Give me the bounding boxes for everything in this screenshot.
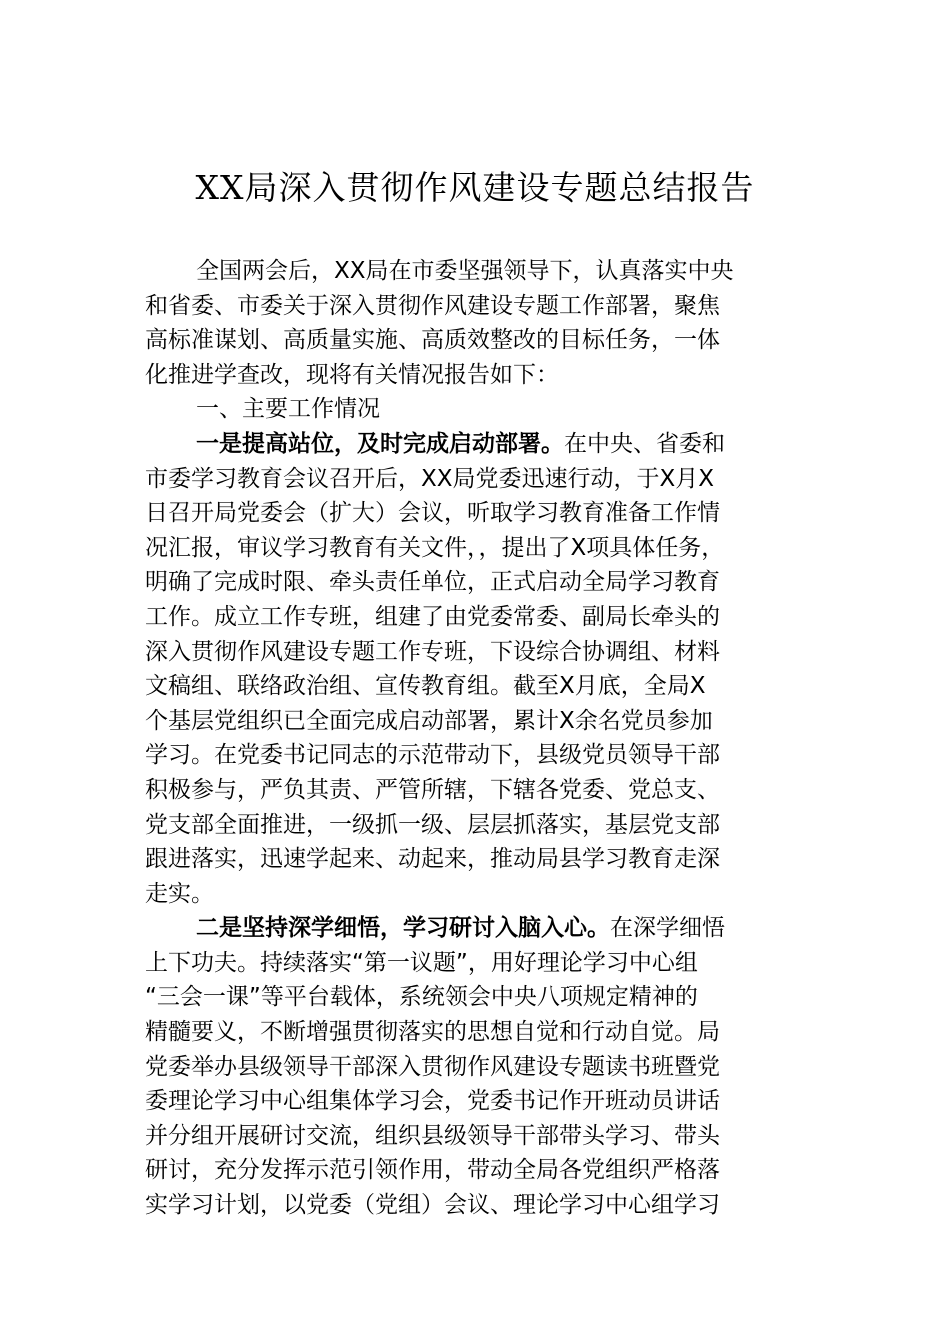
- point-2-first-line-rest: 在深学细悟: [610, 915, 725, 942]
- section-heading: [145, 392, 825, 427]
- text-line: 实学习计划，以党委（党组）会议、理论学习中心组学习: [145, 1192, 720, 1219]
- text-line: 研讨，充分发挥示范引领作用，带动全局各党组织严格落: [145, 1157, 720, 1184]
- text-line: 工作。成立工作专班，组建了由党委常委、副局长牵头的: [145, 603, 720, 630]
- text-line: 化推进学查改，现将有关情况报告如下：: [145, 361, 559, 388]
- text-line: 深入贯彻作风建设专题工作专班，下设综合协调组、材料: [145, 638, 720, 665]
- text-line: 委理论学习中心组集体学习会，党委书记作开班动员讲话: [145, 1088, 720, 1115]
- text-line: 党委举办县级领导干部深入贯彻作风建设专题读书班暨党: [145, 1053, 720, 1080]
- text-line: 高标准谋划、高质量实施、高质效整改的目标任务，一体: [145, 327, 720, 354]
- text-line: 党支部全面推进，一级抓一级、层层抓落实，基层党支部: [145, 811, 720, 838]
- point-2-paragraph: [145, 911, 825, 1222]
- text-line: 文稿组、联络政治组、宣传教育组。截至X月底，全局X: [145, 673, 706, 700]
- text-line: 走实。: [145, 880, 214, 907]
- text-line: 市委学习教育会议召开后，XX局党委迅速行动，于X月X: [145, 465, 715, 492]
- text-line: 学习。在党委书记同志的示范带动下，县级党员领导干部: [145, 742, 720, 769]
- text-line: 个基层党组织已全面完成启动部署，累计X余名党员参加: [145, 707, 713, 734]
- text-line: 上下功夫。持续落实“第一议题”，用好理论学习中心组: [145, 949, 698, 976]
- text-line: 全国两会后，XX局在市委坚强领导下，认真落实中央: [196, 258, 734, 284]
- text-line: 况汇报，审议学习教育有关文件，，提出了X项具体任务，: [145, 534, 725, 561]
- text-line: 和省委、市委关于深入贯彻作风建设专题工作部署，聚焦: [145, 292, 720, 319]
- text-line: 日召开局党委会（扩大）会议，听取学习教育准备工作情: [145, 500, 720, 527]
- intro-paragraph: [145, 254, 825, 392]
- point-1-lead: 一是提高站位，及时完成启动部署。: [196, 430, 564, 457]
- text-line: 精髓要义，不断增强贯彻落实的思想自觉和行动自觉。局: [145, 1019, 720, 1046]
- text-line: [145, 911, 825, 946]
- section-1-heading: 一、主要工作情况: [196, 396, 380, 423]
- document-title: XX局深入贯彻作风建设专题总结报告: [195, 168, 755, 207]
- point-2-lead: 二是坚持深学细悟，学习研讨入脑入心。: [196, 915, 610, 942]
- document-body: [145, 254, 825, 1223]
- point-1-first-line-rest: 在中央、省委和: [564, 430, 725, 457]
- text-line: “三会一课”等平台载体，系统领会中央八项规定精神的: [145, 984, 698, 1011]
- text-line: 并分组开展研讨交流，组织县级领导干部带头学习、带头: [145, 1122, 720, 1149]
- text-line: 跟进落实，迅速学起来、动起来，推动局县学习教育走深: [145, 846, 720, 873]
- text-line: [145, 427, 825, 462]
- text-line: 明确了完成时限、牵头责任单位，正式启动全局学习教育: [145, 569, 720, 596]
- text-line: 积极参与，严负其责、严管所辖，下辖各党委、党总支、: [145, 776, 720, 803]
- point-1-paragraph: [145, 427, 825, 911]
